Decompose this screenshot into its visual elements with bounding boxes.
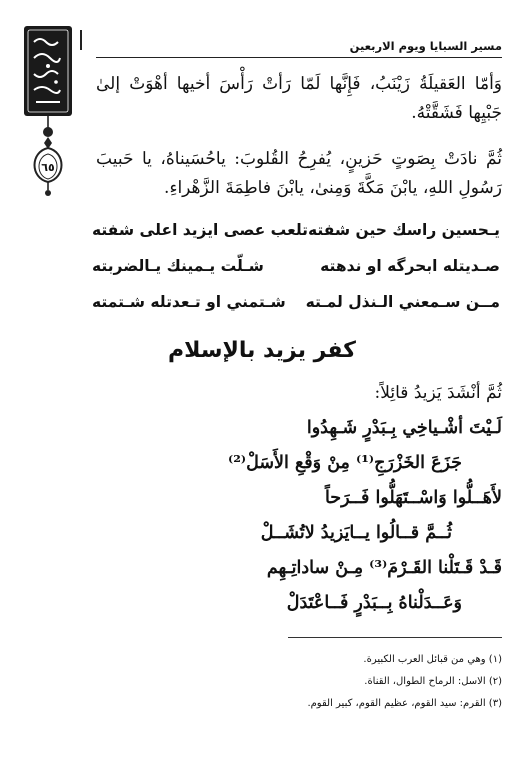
- poem-line: جَزَعَ الخَزْرَجِ⁽¹⁾ مِنْ وَقْعِ الأَسَلْ⁽²⁾: [228, 453, 462, 473]
- footnote: (١) وهي من قبائل العرب الكبيرة.: [363, 654, 502, 665]
- colloquial-poem: [92, 212, 500, 320]
- poem-line: لأَهَــلُّوا وَاسْــتَهَلُّوا فَــرَحاً: [324, 488, 502, 508]
- poem-hemistich-left: شـلّت يـمينك يـالضربته: [92, 257, 264, 275]
- poem-row: [92, 284, 500, 320]
- classical-poem: [94, 376, 502, 621]
- footnote: (٣) القرم: سيد القوم، عظيم القوم، كبير القوم.: [307, 698, 502, 709]
- ornament-emblem: [22, 18, 94, 198]
- poem-intro: ثُمَّ أنْشَدَ يَزيدُ قائِلاً:: [374, 383, 502, 403]
- poem-hemistich-left: تلعب عصى ايزيد اعلى شفته: [91, 221, 308, 239]
- paragraph-2: ثُمَّ نادَتْ بِصَوتٍ حَزينٍ، يُفرِحُ القُلوبَ: ياحُسَيناهُ، يا حَبيبَ رَسُولِ اللهِ، يابْنَ مَكَّةَ وَمِنىٰ، يابْنَ فاطِمَةَ الزَّهْراءِ.: [96, 149, 502, 198]
- page-number: ٦٥: [41, 161, 55, 174]
- section-heading: كفر يزيد بالإسلام: [168, 338, 356, 363]
- poem-line: لَـيْتَ أشْـياخِي بِـبَدْرٍ شَـهِدُوا: [306, 418, 502, 438]
- poem-row: [92, 212, 500, 248]
- poem-hemistich-right: يـحسين راسك حين شفته: [307, 221, 500, 239]
- poem-line: وَعَــدَلْناهُ بِــبَدْرٍ فَــاعْتَدَلْ: [286, 593, 462, 613]
- footnote-separator: [288, 637, 502, 638]
- running-header: [96, 35, 502, 58]
- poem-hemistich-right: صـديتله ابحرگه او ندهته: [320, 257, 500, 275]
- footnote: (٢) الاسل: الرماح الطوال، القناة.: [364, 676, 502, 687]
- poem-line: ثُــمَّ قــالُوا يــايَزيدُ لاتُشَــلْ: [260, 523, 452, 543]
- header-title: مسير السبايا ويوم الاربعين: [349, 39, 502, 53]
- poem-line: قَـدْ قَـتَلْنا القَـرْمَ⁽³⁾ مِـنْ ساداتِـهِم: [266, 558, 502, 578]
- poem-hemistich-right: مــن سـمعني الـنذل لمـته: [305, 293, 500, 311]
- paragraph-1: وَأمّا العَقيلَةُ زَيْنَبُ، فَإِنَّها لَمّا رَأتْ رَأْسَ أخيها أهْوَتْ إلىٰ جَبْيِها فَشَقَّتْهُ.: [96, 74, 502, 123]
- poem-hemistich-left: شـتمني او تـعدتله شـتمته: [92, 293, 286, 311]
- poem-row: [92, 248, 500, 284]
- footnotes: [96, 649, 502, 715]
